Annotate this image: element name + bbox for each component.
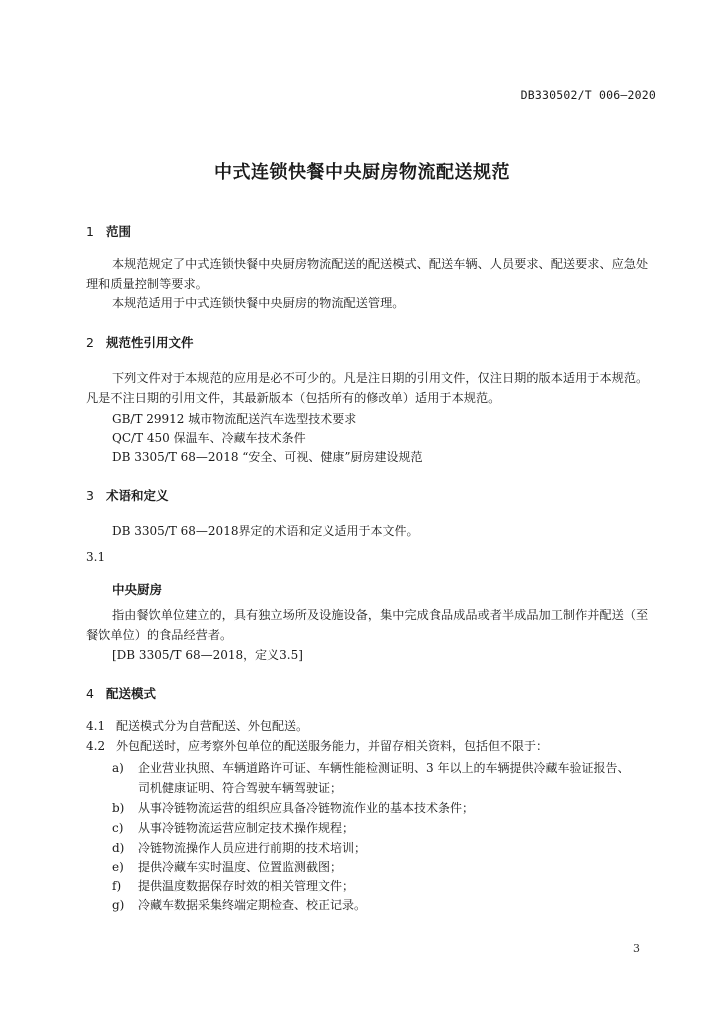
subsection-number: 3.1: [86, 550, 106, 564]
list-letter: a): [112, 761, 124, 775]
list-letter: f): [112, 879, 122, 893]
section-number: 1: [86, 224, 94, 239]
section-1-heading: [86, 222, 131, 240]
section-number: 3: [86, 488, 94, 503]
scope-paragraph-2: 本规范适用于中式连锁快餐中央厨房的物流配送管理。: [112, 296, 405, 310]
clause-text: 配送模式分为自营配送、外包配送。: [116, 719, 309, 733]
list-letter: d): [112, 841, 125, 855]
list-item: [112, 818, 672, 838]
section-title: 术语和定义: [106, 488, 169, 503]
document-code: DB330502/T 006—2020: [520, 88, 656, 102]
section-title: 配送模式: [106, 686, 157, 701]
list-text: 从事冷链物流运营应制定技术操作规程；: [138, 821, 355, 835]
section-4-heading: [86, 684, 156, 702]
list-item: [112, 758, 672, 798]
reference-item: DB 3305/T 68—2018 “安全、可视、健康”厨房建设规范: [112, 450, 423, 464]
list-item: [112, 857, 672, 877]
clause-text: 外包配送时，应考察外包单位的配送服务能力，并留存相关资料，包括但不限于：: [116, 739, 549, 753]
section-2-heading: [86, 333, 194, 351]
term-definition: 指由餐饮单位建立的，具有独立场所及设施设备，集中完成食品成品或者半成品加工制作并配送（至餐饮单位）的食品经营者。: [86, 608, 649, 642]
document-title: 中式连锁快餐中央厨房物流配送规范: [214, 162, 510, 183]
section-title: 范围: [106, 224, 132, 239]
list-text: 企业营业执照、车辆道路许可证、车辆性能检测证明、3 年以上的车辆提供冷藏车验证报告、: [138, 761, 630, 775]
section-number: 2: [86, 335, 94, 350]
list-letter: b): [112, 801, 125, 815]
list-text-continued: 司机健康证明、符合驾驶车辆驾驶证；: [138, 781, 343, 795]
list-letter: e): [112, 860, 124, 874]
list-text: 冷藏车数据采集终端定期检查、校正记录。: [138, 898, 367, 912]
terms-intro: DB 3305/T 68—2018界定的术语和定义适用于本文件。: [112, 524, 419, 538]
list-item: [112, 798, 672, 818]
term-source: [DB 3305/T 68—2018，定义3.5]: [112, 648, 303, 662]
clause-number: 4.2: [86, 739, 106, 753]
list-text: 冷链物流操作人员应进行前期的技术培训；: [138, 841, 367, 855]
page-number: 3: [633, 942, 640, 955]
list-item: [112, 876, 672, 896]
reference-item: GB/T 29912 城市物流配送汽车选型技术要求: [112, 412, 357, 426]
list-item: [112, 895, 672, 915]
list-item: [112, 838, 672, 858]
clause-number: 4.1: [86, 719, 106, 733]
list-text: 提供冷藏车实时温度、位置监测截图；: [138, 860, 343, 874]
list-letter: c): [112, 821, 124, 835]
clause-4-1: [86, 717, 666, 737]
scope-paragraph-1: 本规范规定了中式连锁快餐中央厨房物流配送的配送模式、配送车辆、人员要求、配送要求、应急处理和质量控制等要求。: [86, 257, 649, 291]
references-intro-paragraph: 下列文件对于本规范的应用是必不可少的。凡是注日期的引用文件，仅注日期的版本适用于本规范。凡是不注日期的引用文件，其最新版本（包括所有的修改单）适用于本规范。: [86, 371, 649, 405]
list-text: 提供温度数据保存时效的相关管理文件；: [138, 879, 355, 893]
reference-item: QC/T 450 保温车、冷藏车技术条件: [112, 431, 306, 445]
section-3-heading: [86, 486, 169, 504]
list-text: 从事冷链物流运营的组织应具备冷链物流作业的基本技术条件；: [138, 801, 475, 815]
clause-4-2: [86, 737, 666, 757]
section-title: 规范性引用文件: [106, 335, 194, 350]
section-number: 4: [86, 686, 94, 701]
term-name: 中央厨房: [112, 582, 163, 597]
list-letter: g): [112, 898, 125, 912]
